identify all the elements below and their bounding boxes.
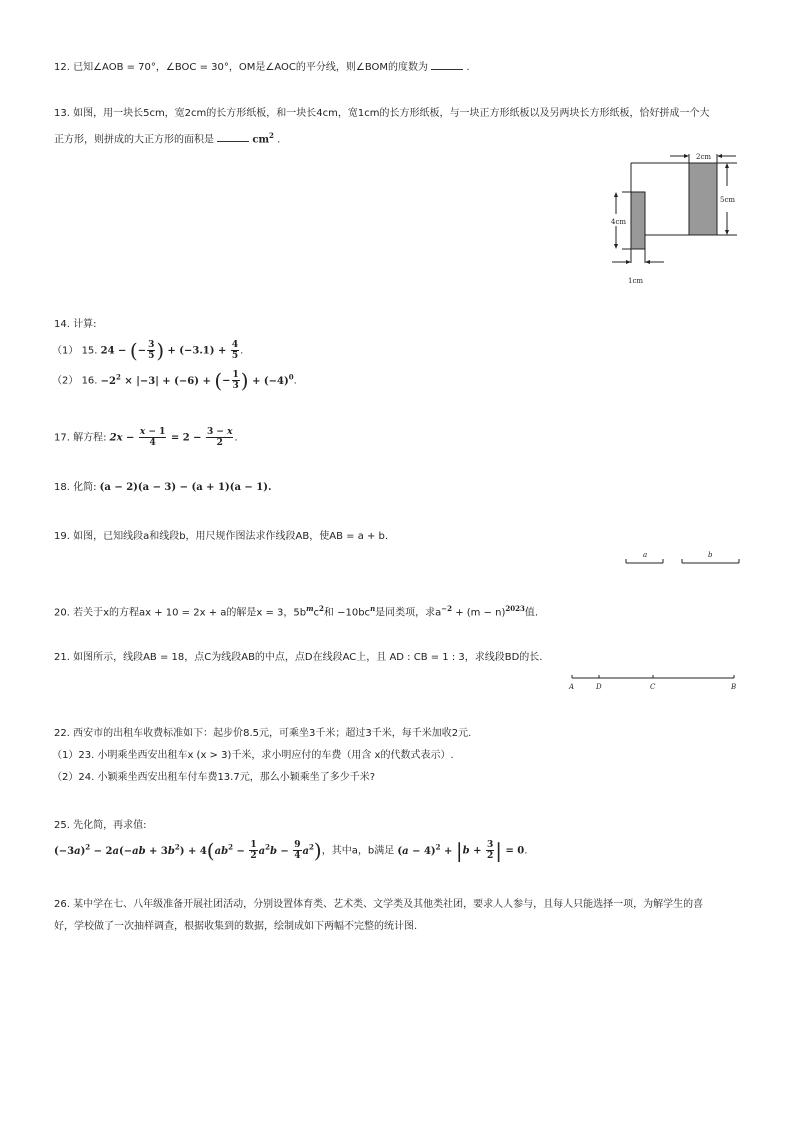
part-tag: （1） xyxy=(52,345,79,357)
q22-part2: （2）24. 小颖乘坐西安出租车付车费13.7元，那么小颖乘坐了多少千米? xyxy=(52,772,376,783)
part-number: 16. xyxy=(81,375,98,387)
label-b: b xyxy=(708,551,713,559)
point-C: C xyxy=(650,683,656,691)
q13-end: . xyxy=(277,134,281,146)
label-4cm: 4cm xyxy=(611,218,627,226)
part-tag: （2） xyxy=(52,375,79,387)
q13-figure xyxy=(600,146,750,291)
q12-end: . xyxy=(466,62,470,73)
point-A: A xyxy=(569,683,575,691)
q13-line2 xyxy=(54,129,280,147)
q26-line2: 好，学校做了一次抽样调查，根据收集到的数据，绘制成如下两幅不完整的统计图. xyxy=(54,921,418,932)
q14-part1: （1） 15. 24 − (− $\frac{3}{5}$ ) + (−3.1) + $\frac{4}{5}$ . xyxy=(52,338,244,363)
q13-text: 正方形，则拼成的大正方形的面积是 xyxy=(54,134,214,146)
q25-title: 25. 先化简，再求值: xyxy=(54,820,147,831)
question-17: 17. 解方程: 2x − $\frac{x - 1}{4}$ = 2 − $\frac{3 - x}{2}$ . xyxy=(54,427,238,448)
point-D: D xyxy=(596,683,602,691)
q22-part1: （1）23. 小明乘坐西安出租车x (x > 3)千米，求小明应付的车费（用含 x的代数式表示）. xyxy=(52,750,454,761)
question-20: 20. 若关于x的方程ax + 10 = 2x + a的解是x = 3，$5b^mc^2$和 $-10bc^n$是同类项，求$a^{-2} + (m - n)^{2023}$值. xyxy=(54,604,539,619)
q13-unit-exp: 2 xyxy=(269,131,274,140)
q12-text: 12. 已知∠AOB = 70°，∠BOC = 30°，OM是∠AOC的平分线，则∠BOM的度数为 xyxy=(54,62,428,73)
question-12 xyxy=(54,59,470,75)
q25-condition: ，其中a，b满足 xyxy=(321,845,395,857)
shaded-rect-5x2 xyxy=(689,163,717,235)
q18-expression: (a − 2)(a − 3) − (a + 1)(a − 1). xyxy=(99,482,272,493)
q20-expr: + (m − n) xyxy=(452,607,506,619)
answer-blank xyxy=(431,59,463,70)
q20-text: 20. 若关于x的方程ax + 10 = 2x + a的解是x = 3，5b xyxy=(54,607,307,619)
q14-title: 14. 计算: xyxy=(54,319,97,330)
label-a: a xyxy=(643,551,648,559)
q20-end: 值. xyxy=(524,607,539,619)
label-5cm: 5cm xyxy=(720,196,736,204)
shaded-rect-4x1 xyxy=(631,192,645,249)
question-21: 21. 如图所示，线段AB = 18，点C为线段AB的中点，点D在线段AC上，且 AD : CB = 1 : 3，求线段BD的长. xyxy=(54,652,543,663)
q21-figure xyxy=(566,670,746,696)
question-18 xyxy=(54,481,271,495)
answer-blank xyxy=(217,131,249,142)
q14-part2: （2） 16. $-2^2 \times |-3| + (-6)$ + (− $\frac{1}{3}$ ) + $(-4)^0$. xyxy=(52,368,297,393)
q25-expression: $(-3a)^2 - 2a(-ab + 3b^2) + 4(ab^2$ − $\frac{1}{2}$ $a^2b$ − $\frac{9}{4}$ $a^2$)，其中a，b满足 $(a - 4)^2 + |b$ + $\frac{3}{2}$ | = 0. xyxy=(54,838,528,863)
q13-line1: 13. 如图，用一块长5cm，宽2cm的长方形纸板，和一块长4cm，宽1cm的长方形纸板，与一块正方形纸板以及另两块长方形纸板，恰好拼成一个大 xyxy=(54,108,710,119)
question-19: 19. 如图，已知线段a和线段b，用尺规作图法求作线段AB，使AB = a + b. xyxy=(54,531,389,542)
q20-c: c xyxy=(313,607,320,619)
part-number: 15. xyxy=(81,345,98,357)
q20-term: 和 −10bc xyxy=(323,607,371,619)
q19-figure xyxy=(620,547,745,569)
q17-text: 17. 解方程: xyxy=(54,432,107,444)
label-2cm: 2cm xyxy=(696,153,712,161)
question-22: 22. 西安市的出租车收费标准如下：起步价8.5元，可乘坐3千米；超过3千米，每千米加收2元. xyxy=(54,728,472,739)
q26-line1: 26. 某中学在七、八年级准备开展社团活动，分别设置体育类、艺术类、文学类及其他类社团，要求人人参与，且每人只能选择一项，为解学生的喜 xyxy=(54,899,704,910)
q20-ask: 是同类项，求a xyxy=(375,607,442,619)
label-1cm: 1cm xyxy=(628,277,644,285)
q13-unit: cm xyxy=(252,134,270,146)
q18-text: 18. 化简: xyxy=(54,482,97,493)
point-B: B xyxy=(731,683,737,691)
